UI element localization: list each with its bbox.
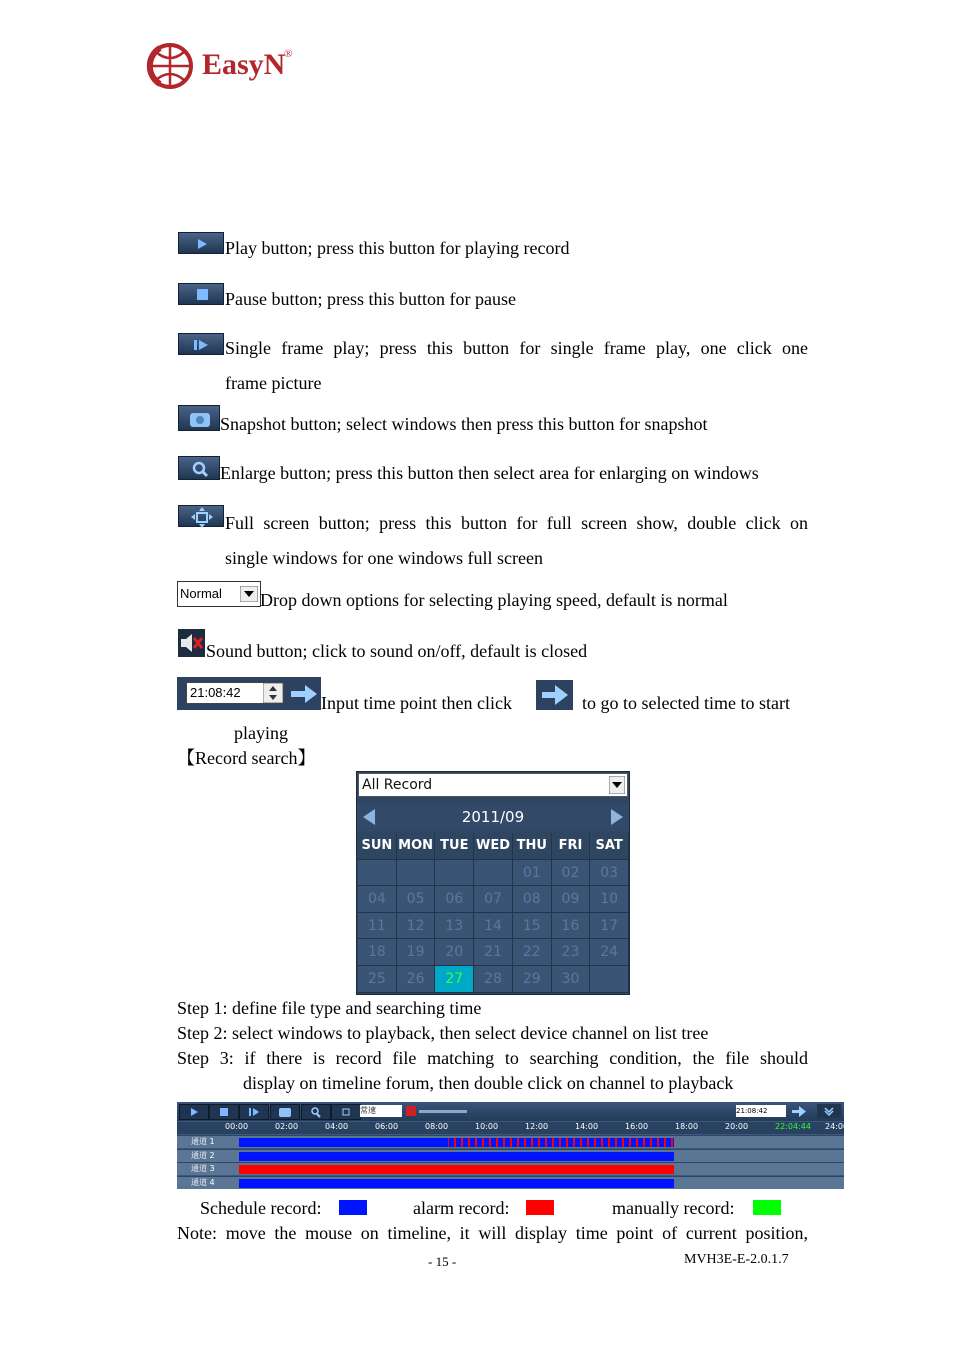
timeline-tick: 22:04:44 (775, 1122, 811, 1131)
calendar-day[interactable]: 02 (552, 860, 591, 887)
calendar-day[interactable]: 20 (435, 939, 474, 966)
timeline-tick: 00:00 (225, 1122, 249, 1131)
pause-button (178, 283, 224, 305)
calendar-header (357, 803, 629, 831)
timeline-channel-row[interactable] (177, 1149, 844, 1162)
calendar-week-row (358, 966, 629, 993)
calendar-day[interactable]: 27 (435, 966, 474, 993)
calendar-grid (358, 833, 629, 993)
calendar-day[interactable]: 12 (397, 913, 436, 940)
calendar-day[interactable]: 08 (513, 886, 552, 913)
fullscreen-icon (179, 506, 225, 530)
time-desc-a: Input time point then click (321, 693, 512, 713)
speed-dropdown-value: Normal (180, 586, 222, 601)
tl-volume-slider (419, 1110, 467, 1113)
speed-desc: Drop down options for selecting playing speed, default is normal (260, 590, 728, 610)
record-segment (239, 1179, 674, 1188)
calendar-empty-cell (590, 966, 629, 993)
calendar-day[interactable]: 22 (513, 939, 552, 966)
timeline-tick: 24:00 (825, 1122, 849, 1131)
timeline-tick: 04:00 (325, 1122, 349, 1131)
calendar-day[interactable]: 21 (474, 939, 513, 966)
camera-icon (179, 406, 221, 432)
single-frame-button (178, 333, 224, 355)
legend-alarm-label: alarm record: (413, 1198, 510, 1218)
fullscreen-desc: Full screen button; press this button for full screen show, double click on (225, 513, 808, 533)
timeline-channel-row[interactable] (177, 1176, 844, 1189)
timeline-channel-row[interactable] (177, 1135, 844, 1148)
calendar-month: 2011/09 (461, 808, 525, 826)
go-button (536, 680, 573, 710)
snapshot-desc: Snapshot button; select windows then press this button for snapshot (220, 414, 708, 434)
tl-sound-icon (406, 1106, 416, 1116)
play-icon (179, 233, 225, 255)
arrow-right-icon (289, 683, 319, 705)
sound-icon (178, 629, 205, 657)
sound-desc: Sound button; click to sound on/off, default is closed (206, 641, 588, 661)
next-month-icon (609, 808, 625, 826)
calendar-empty-cell (397, 860, 436, 887)
tl-single-frame-icon (239, 1104, 269, 1120)
timeline-tick: 08:00 (425, 1122, 449, 1131)
calendar-day[interactable]: 15 (513, 913, 552, 940)
tl-time-input: 21:08:42 (736, 1105, 786, 1117)
timeline-panel (177, 1102, 849, 1189)
single-frame-desc: Single frame play; press this button for single frame play, one click one (225, 338, 808, 358)
calendar-day[interactable]: 13 (435, 913, 474, 940)
time-input: 21:08:42 (186, 682, 284, 704)
calendar-day[interactable]: 04 (358, 886, 397, 913)
calendar-empty-cell (474, 860, 513, 887)
page-number: - 15 - (428, 1254, 457, 1269)
easyn-logo-icon (146, 42, 196, 92)
tl-camera-icon (270, 1104, 300, 1120)
chevron-down-icon (609, 776, 625, 794)
legend-schedule-label: Schedule record: (200, 1198, 322, 1218)
timeline-tick: 14:00 (575, 1122, 599, 1131)
doc-id: MVH3E-E-2.0.1.7 (684, 1252, 789, 1267)
record-segment (239, 1165, 674, 1174)
calendar-day[interactable]: 25 (358, 966, 397, 993)
time-input-group (177, 677, 321, 710)
step-3: Step 3: if there is record file matching to searching condition, the file should (177, 1048, 808, 1068)
timeline-tick: 12:00 (525, 1122, 549, 1131)
tl-speed-dropdown (360, 1105, 402, 1117)
calendar-day[interactable]: 30 (552, 966, 591, 993)
calendar-empty-cell (435, 860, 474, 887)
speed-dropdown (177, 581, 261, 607)
calendar-day[interactable]: 01 (513, 860, 552, 887)
single-frame-icon (179, 334, 225, 356)
calendar-weekday-row (358, 833, 629, 860)
calendar-day[interactable]: 23 (552, 939, 591, 966)
enlarge-button (178, 456, 220, 480)
weekday-thu: THU (513, 833, 552, 860)
legend-alarm-swatch (526, 1200, 554, 1215)
weekday-sat: SAT (590, 833, 629, 860)
time-desc-cont: playing (234, 723, 288, 743)
calendar-week-row (358, 939, 629, 966)
calendar-empty-cell (358, 860, 397, 887)
channel-label: 通道 4 (191, 1177, 215, 1187)
tl-play-icon (179, 1104, 209, 1120)
time-desc-b: to go to selected time to start (582, 693, 790, 713)
enlarge-desc: Enlarge button; press this button then select area for enlarging on windows (220, 463, 759, 483)
record-type-value: All Record (362, 777, 433, 793)
calendar-day[interactable]: 28 (474, 966, 513, 993)
weekday-fri: FRI (552, 833, 591, 860)
timeline-tick: 16:00 (625, 1122, 649, 1131)
record-segment (239, 1152, 674, 1161)
timeline-ticks (177, 1122, 849, 1134)
calendar-day[interactable]: 24 (590, 939, 629, 966)
play-button (178, 232, 224, 254)
fullscreen-desc-cont: single windows for one windows full screen (225, 548, 543, 568)
note: Note: move the mouse on timeline, it will display time point of current position, (177, 1223, 808, 1243)
legend-schedule-swatch (339, 1200, 367, 1215)
weekday-mon: MON (397, 833, 436, 860)
channel-label: 通道 3 (191, 1164, 215, 1173)
calendar-day[interactable]: 14 (474, 913, 513, 940)
timeline-tick: 02:00 (275, 1122, 299, 1131)
record-segment (239, 1138, 674, 1147)
calendar-day[interactable]: 09 (552, 886, 591, 913)
calendar-day[interactable]: 10 (590, 886, 629, 913)
tl-stop-icon (209, 1104, 239, 1120)
timeline-channel-row[interactable] (177, 1162, 844, 1175)
pause-desc: Pause button; press this button for pause (225, 289, 516, 309)
tl-speed-value: 常速 (360, 1106, 376, 1115)
timeline-tick: 20:00 (725, 1122, 749, 1131)
calendar-day[interactable]: 19 (397, 939, 436, 966)
tl-arrow-right-icon (791, 1105, 807, 1118)
magnifier-icon (179, 457, 221, 481)
timeline-tick: 18:00 (675, 1122, 699, 1131)
calendar-day[interactable]: 16 (552, 913, 591, 940)
prev-month-icon (361, 808, 377, 826)
step-2: Step 2: select windows to playback, then select device channel on list tree (177, 1023, 709, 1043)
arrow-right-icon (536, 680, 573, 710)
step-1: Step 1: define file type and searching time (177, 998, 482, 1018)
brand-name: EasyN (202, 48, 286, 81)
single-frame-desc-cont: frame picture (225, 373, 322, 393)
weekday-sun: SUN (358, 833, 397, 860)
calendar-panel (356, 771, 630, 995)
channel-label: 通道 1 (191, 1137, 215, 1146)
fullscreen-button (178, 505, 224, 527)
step-3-cont: display on timeline forum, then double click on channel to playback (243, 1073, 734, 1093)
tl-fullscreen-icon (331, 1104, 361, 1120)
calendar-day[interactable]: 18 (358, 939, 397, 966)
calendar-day[interactable]: 29 (513, 966, 552, 993)
calendar-day[interactable]: 26 (397, 966, 436, 993)
calendar-day[interactable]: 17 (590, 913, 629, 940)
timeline-tick: 06:00 (375, 1122, 399, 1131)
calendar-day[interactable]: 11 (358, 913, 397, 940)
calendar-day[interactable]: 05 (397, 886, 436, 913)
calendar-day[interactable]: 07 (474, 886, 513, 913)
snapshot-button (178, 405, 220, 431)
legend-manual-label: manually record: (612, 1198, 735, 1218)
channel-label: 通道 2 (191, 1150, 215, 1160)
timeline-tick: 10:00 (475, 1122, 499, 1131)
record-type-select (358, 773, 628, 797)
chevron-down-icon (240, 586, 258, 602)
spinner-icon (263, 683, 283, 703)
registered-mark: ® (284, 48, 293, 60)
play-desc: Play button; press this button for playing record (225, 238, 570, 258)
tl-collapse-icon (817, 1104, 841, 1118)
tl-magnifier-icon (301, 1104, 331, 1120)
stop-icon (179, 284, 225, 306)
section-title: 【Record search】 (177, 748, 316, 768)
weekday-wed: WED (474, 833, 513, 860)
weekday-tue: TUE (435, 833, 474, 860)
calendar-day[interactable]: 06 (435, 886, 474, 913)
calendar-week-row (358, 860, 629, 887)
timeline-toolbar (177, 1102, 844, 1121)
calendar-week-row (358, 886, 629, 913)
sound-button (178, 629, 205, 657)
legend-manual-swatch (753, 1200, 781, 1215)
calendar-day[interactable]: 03 (590, 860, 629, 887)
calendar-week-row (358, 913, 629, 940)
